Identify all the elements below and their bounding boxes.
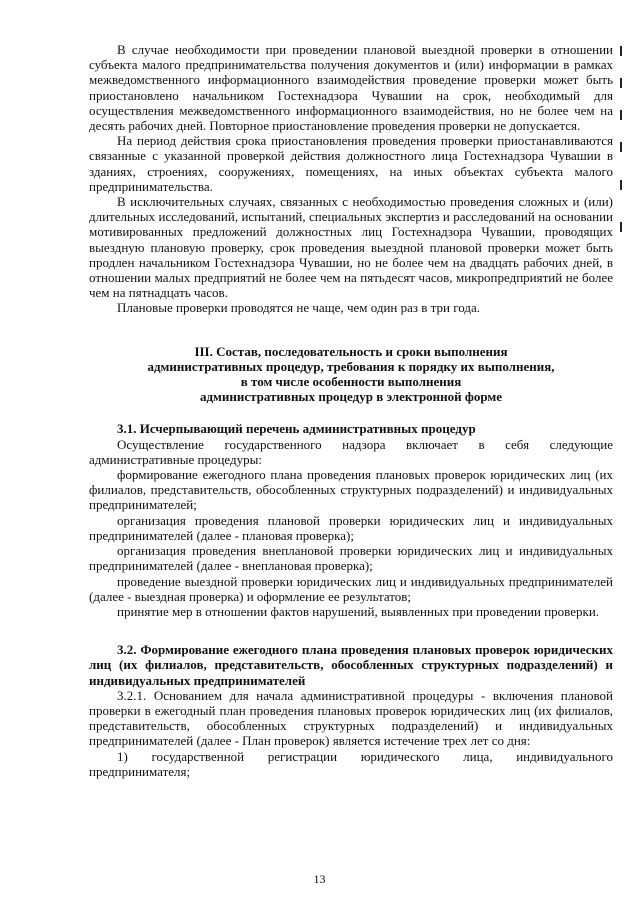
- margin-mark: [620, 222, 622, 232]
- document-page: [89, 42, 613, 779]
- margin-mark: [620, 142, 622, 152]
- procedure-list-item: формирование ежегодного плана проведения плановых проверок юридических лиц (их филиалов, представительств, обособленных структурных подразделений) и индивидуальных предпринимателей;: [89, 467, 613, 513]
- margin-mark: [620, 46, 622, 56]
- paragraph-suspension: В случае необходимости при проведении плановой выездной проверки в отношении субъекта малого предпринимательства получения документов и (или) информации в рамках межведомственного информационного взаимодействия проведение проверки может быть приостановлено начальником Гостехнадзора Чувашии на срок, необходимый для осуществления межведомственного информационного взаимодействия, но не более чем на десять рабочих дней. Повторное приостановление проведения проверки не допускается.: [89, 42, 613, 134]
- subsection-3-1-title: 3.1. Исчерпывающий перечень административных процедур: [117, 421, 476, 437]
- section-3-heading-line: в том числе особенности выполнения: [240, 374, 462, 390]
- paragraph-3-2-1-item-1: 1) государственной регистрации юридического лица, индивидуального предпринимателя;: [89, 748, 613, 779]
- section-3-heading-line: III. Состав, последовательность и сроки выполнения: [194, 343, 508, 359]
- paragraph-suspension-period: На период действия срока приостановления проведения проверки приостанавливаются связанные с указанной проверкой действия должностного лица Гостехнадзора Чувашии в зданиях, строениях, сооружениях, помещениях, на иных объектах субъекта малого предпринимательства.: [89, 133, 613, 194]
- subsection-3-2-title: 3.2. Формирование ежегодного плана проведения плановых проверок юридических лиц (их филиалов, представительств, обособленных структурных подразделений) и индивидуальных предпринимателей: [89, 642, 613, 688]
- procedure-list-item: организация проведения внеплановой проверки юридических лиц и индивидуальных предпринимателей (далее - внеплановая проверка);: [89, 543, 613, 574]
- margin-mark: [620, 180, 622, 190]
- procedure-list-item: принятие мер в отношении фактов нарушений, выявленных при проведении проверки.: [117, 603, 600, 619]
- margin-mark: [620, 110, 622, 120]
- procedure-list-item: организация проведения плановой проверки юридических лиц и индивидуальных предпринимателей (далее - плановая проверка);: [89, 512, 613, 543]
- section-3-heading: [89, 344, 613, 405]
- subsection-3-1-intro: Осуществление государственного надзора включает в себя следующие административные процедуры:: [89, 436, 613, 467]
- page-number: 13: [313, 872, 326, 886]
- section-3-heading-line: административных процедур в электронной форме: [199, 389, 503, 405]
- section-3-heading-line: административных процедур, требования к порядку их выполнения,: [147, 358, 555, 374]
- paragraph-extension: В исключительных случаях, связанных с необходимостью проведения сложных и (или) длительных исследований, испытаний, специальных экспертиз и расследований на основании мотивированных предложений должностных лиц Гостехнадзора Чувашии, проводящих выездную плановую проверку, срок проведения выездной плановой проверки может быть продлен начальником Гостехнадзора Чувашии, но не более чем на двадцать рабочих дней, в отношении малых предприятий не более чем на пятьдесят часов, микропредприятий не более чем на пятнадцать часов.: [89, 194, 613, 301]
- procedure-list-item: проведение выездной проверки юридических лиц и индивидуальных предпринимателей (далее - выездная проверка) и оформление ее результатов;: [89, 573, 613, 604]
- paragraph-frequency: Плановые проверки проводятся не чаще, чем один раз в три года.: [117, 300, 480, 316]
- paragraph-3-2-1: 3.2.1. Основанием для начала административной процедуры - включения плановой проверки в ежегодный план проведения плановых проверок юридических лиц (их филиалов, представительств, обособленных структурных подразделений) и индивидуальных предпринимателей (далее - План проверок) является истечение трех лет со дня:: [89, 687, 613, 749]
- margin-mark: [620, 78, 622, 88]
